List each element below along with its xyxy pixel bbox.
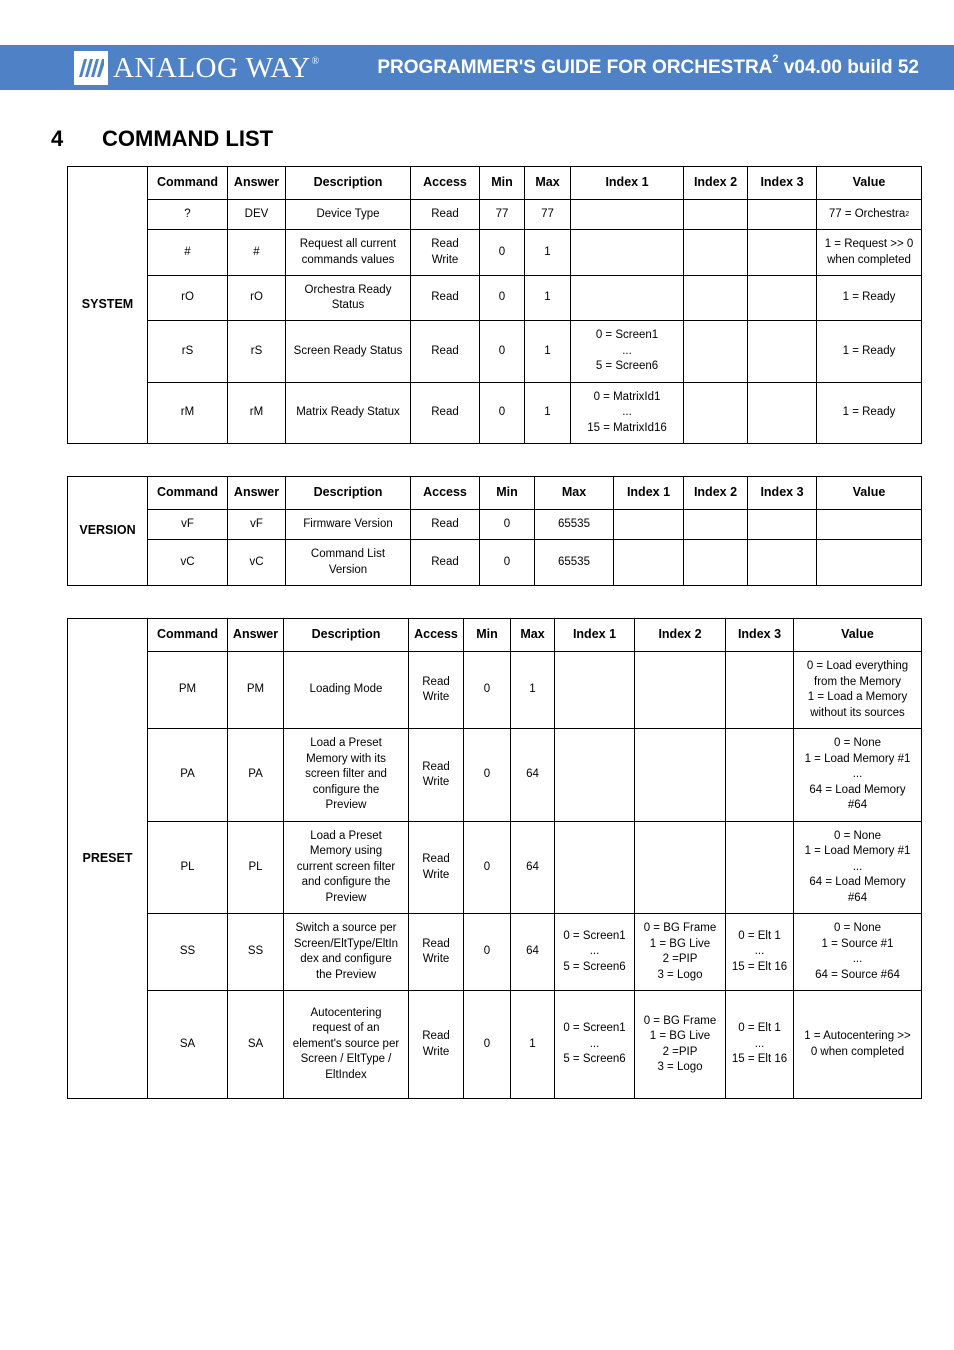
value-cell: 1 = Ready bbox=[817, 383, 922, 444]
access-cell: Read bbox=[411, 540, 480, 586]
command-cell: rS bbox=[148, 321, 228, 383]
index1-cell: 0 = Screen1 ... 5 = Screen6 bbox=[571, 321, 684, 383]
section-number: 4 bbox=[51, 126, 64, 151]
column-header-index1: Index 1 bbox=[555, 619, 635, 652]
index2-cell bbox=[684, 383, 748, 444]
column-header-access: Access bbox=[409, 619, 464, 652]
description-cell: Loading Mode bbox=[284, 652, 409, 729]
index3-cell bbox=[748, 383, 817, 444]
min-cell: 0 bbox=[464, 991, 511, 1099]
table-row bbox=[68, 991, 922, 1099]
max-cell: 64 bbox=[511, 822, 555, 914]
answer-cell: PM bbox=[228, 652, 284, 729]
description-cell: Load a Preset Memory with its screen filter and configure the Preview bbox=[284, 729, 409, 822]
column-header-index1: Index 1 bbox=[614, 477, 684, 510]
column-header-min: Min bbox=[480, 167, 525, 200]
document-title: PROGRAMMER'S GUIDE FOR ORCHESTRA$^2$ v04.00 build 52 bbox=[377, 53, 919, 78]
command-cell: SS bbox=[148, 914, 228, 991]
column-header-command: Command bbox=[148, 167, 228, 200]
column-header-index3: Index 3 bbox=[748, 167, 817, 200]
index3-cell bbox=[748, 276, 817, 321]
analog-way-logo bbox=[74, 51, 320, 85]
logo-wordmark: ANALOG WAY® bbox=[113, 52, 320, 84]
max-cell: 1 bbox=[525, 276, 571, 321]
index2-cell bbox=[635, 729, 726, 822]
max-cell: 64 bbox=[511, 914, 555, 991]
index1-cell: 0 = Screen1 ... 5 = Screen6 bbox=[555, 914, 635, 991]
min-cell: 77 bbox=[480, 200, 525, 230]
min-cell: 0 bbox=[464, 914, 511, 991]
access-cell: Read bbox=[411, 276, 480, 321]
min-cell: 0 bbox=[480, 276, 525, 321]
column-header-index2: Index 2 bbox=[684, 477, 748, 510]
index3-cell bbox=[748, 321, 817, 383]
index1-cell bbox=[555, 729, 635, 822]
table-row bbox=[68, 822, 922, 914]
min-cell: 0 bbox=[464, 822, 511, 914]
index1-cell: 0 = Screen1 ... 5 = Screen6 bbox=[555, 991, 635, 1099]
description-cell: Device Type bbox=[286, 200, 411, 230]
description-cell: Orchestra Ready Status bbox=[286, 276, 411, 321]
table-row bbox=[68, 510, 922, 540]
index3-cell bbox=[748, 510, 817, 540]
command-cell: PA bbox=[148, 729, 228, 822]
access-cell: Read Write bbox=[411, 230, 480, 276]
section-heading bbox=[51, 126, 273, 152]
system-command-table bbox=[67, 166, 922, 444]
value-cell: 1 = Ready bbox=[817, 321, 922, 383]
max-cell: 1 bbox=[511, 652, 555, 729]
min-cell: 0 bbox=[480, 321, 525, 383]
index3-cell bbox=[748, 200, 817, 230]
answer-cell: PL bbox=[228, 822, 284, 914]
column-header-description: Description bbox=[286, 167, 411, 200]
index1-cell bbox=[571, 230, 684, 276]
group-label-system: SYSTEM bbox=[68, 167, 148, 444]
column-header-index2: Index 2 bbox=[635, 619, 726, 652]
column-header-index1: Index 1 bbox=[571, 167, 684, 200]
index3-cell: 0 = Elt 1 ... 15 = Elt 16 bbox=[726, 991, 794, 1099]
table-row bbox=[68, 540, 922, 586]
max-cell: 65535 bbox=[535, 510, 614, 540]
section-title: COMMAND LIST bbox=[102, 126, 274, 151]
min-cell: 0 bbox=[464, 729, 511, 822]
answer-cell: rO bbox=[228, 276, 286, 321]
index1-cell: 0 = MatrixId1 ... 15 = MatrixId16 bbox=[571, 383, 684, 444]
column-header-description: Description bbox=[286, 477, 411, 510]
answer-cell: # bbox=[228, 230, 286, 276]
index3-cell bbox=[726, 822, 794, 914]
description-cell: Load a Preset Memory using current screen filter and configure the Preview bbox=[284, 822, 409, 914]
max-cell: 1 bbox=[525, 321, 571, 383]
value-cell: 1 = Request >> 0 when completed bbox=[817, 230, 922, 276]
index2-cell bbox=[684, 200, 748, 230]
table-row bbox=[68, 321, 922, 383]
command-cell: rM bbox=[148, 383, 228, 444]
index3-cell bbox=[748, 230, 817, 276]
answer-cell: SS bbox=[228, 914, 284, 991]
preset-command-table bbox=[67, 618, 922, 1099]
answer-cell: rM bbox=[228, 383, 286, 444]
table-row bbox=[68, 383, 922, 444]
description-cell: Command List Version bbox=[286, 540, 411, 586]
value-cell: 0 = None 1 = Load Memory #1 ... 64 = Load Memory #64 bbox=[794, 822, 922, 914]
value-cell: 0 = None 1 = Load Memory #1 ... 64 = Load Memory #64 bbox=[794, 729, 922, 822]
answer-cell: vF bbox=[228, 510, 286, 540]
command-cell: vC bbox=[148, 540, 228, 586]
value-cell: 1 = Autocentering >> 0 when completed bbox=[794, 991, 922, 1099]
access-cell: Read bbox=[411, 321, 480, 383]
answer-cell: DEV bbox=[228, 200, 286, 230]
index2-cell bbox=[684, 230, 748, 276]
value-cell: 0 = Load everything from the Memory 1 = Load a Memory without its sources bbox=[794, 652, 922, 729]
index2-cell: 0 = BG Frame 1 = BG Live 2 =PIP 3 = Logo bbox=[635, 914, 726, 991]
column-header-index3: Index 3 bbox=[748, 477, 817, 510]
column-header-description: Description bbox=[284, 619, 409, 652]
page-header bbox=[0, 45, 954, 90]
column-header-answer: Answer bbox=[228, 477, 286, 510]
index2-cell: 0 = BG Frame 1 = BG Live 2 =PIP 3 = Logo bbox=[635, 991, 726, 1099]
version-command-table bbox=[67, 476, 922, 586]
index1-cell bbox=[555, 652, 635, 729]
value-cell: 1 = Ready bbox=[817, 276, 922, 321]
min-cell: 0 bbox=[480, 510, 535, 540]
column-header-command: Command bbox=[148, 619, 228, 652]
column-header-max: Max bbox=[525, 167, 571, 200]
index1-cell bbox=[614, 540, 684, 586]
table-row bbox=[68, 276, 922, 321]
description-cell: Screen Ready Status bbox=[286, 321, 411, 383]
access-cell: Read bbox=[411, 200, 480, 230]
column-header-value: Value bbox=[817, 167, 922, 200]
value-cell: 0 = None 1 = Source #1 ... 64 = Source #64 bbox=[794, 914, 922, 991]
column-header-max: Max bbox=[511, 619, 555, 652]
description-cell: Switch a source per Screen/EltType/EltIn dex and configure the Preview bbox=[284, 914, 409, 991]
column-header-command: Command bbox=[148, 477, 228, 510]
column-header-access: Access bbox=[411, 477, 480, 510]
description-cell: Matrix Ready Statux bbox=[286, 383, 411, 444]
answer-cell: PA bbox=[228, 729, 284, 822]
command-cell: vF bbox=[148, 510, 228, 540]
group-label-preset: PRESET bbox=[68, 619, 148, 1099]
column-header-min: Min bbox=[480, 477, 535, 510]
index2-cell bbox=[684, 510, 748, 540]
column-header-answer: Answer bbox=[228, 619, 284, 652]
index2-cell bbox=[635, 822, 726, 914]
index2-cell bbox=[635, 652, 726, 729]
value-cell bbox=[817, 510, 922, 540]
table-row bbox=[68, 914, 922, 991]
min-cell: 0 bbox=[480, 230, 525, 276]
column-header-index2: Index 2 bbox=[684, 167, 748, 200]
table-row bbox=[68, 729, 922, 822]
min-cell: 0 bbox=[464, 652, 511, 729]
description-cell: Request all current commands values bbox=[286, 230, 411, 276]
command-cell: PL bbox=[148, 822, 228, 914]
index3-cell: 0 = Elt 1 ... 15 = Elt 16 bbox=[726, 914, 794, 991]
index3-cell bbox=[748, 540, 817, 586]
column-header-value: Value bbox=[794, 619, 922, 652]
min-cell: 0 bbox=[480, 383, 525, 444]
access-cell: Read bbox=[411, 383, 480, 444]
access-cell: Read Write bbox=[409, 914, 464, 991]
description-cell: Firmware Version bbox=[286, 510, 411, 540]
column-header-answer: Answer bbox=[228, 167, 286, 200]
max-cell: 64 bbox=[511, 729, 555, 822]
table-row bbox=[68, 230, 922, 276]
column-header-value: Value bbox=[817, 477, 922, 510]
index3-cell bbox=[726, 729, 794, 822]
description-cell: Autocentering request of an element's source per Screen / EltType / EltIndex bbox=[284, 991, 409, 1099]
command-cell: ? bbox=[148, 200, 228, 230]
access-cell: Read Write bbox=[409, 991, 464, 1099]
value-cell: 77 = Orchestra$^2$ bbox=[817, 200, 922, 230]
access-cell: Read Write bbox=[409, 729, 464, 822]
column-header-max: Max bbox=[535, 477, 614, 510]
answer-cell: SA bbox=[228, 991, 284, 1099]
table-row bbox=[68, 652, 922, 729]
index3-cell bbox=[726, 652, 794, 729]
index1-cell bbox=[555, 822, 635, 914]
min-cell: 0 bbox=[480, 540, 535, 586]
column-header-access: Access bbox=[411, 167, 480, 200]
max-cell: 1 bbox=[525, 230, 571, 276]
column-header-min: Min bbox=[464, 619, 511, 652]
max-cell: 65535 bbox=[535, 540, 614, 586]
analog-way-logo-icon bbox=[74, 51, 108, 85]
table-row bbox=[68, 200, 922, 230]
index1-cell bbox=[571, 276, 684, 321]
index1-cell bbox=[614, 510, 684, 540]
max-cell: 77 bbox=[525, 200, 571, 230]
command-cell: rO bbox=[148, 276, 228, 321]
index2-cell bbox=[684, 540, 748, 586]
index1-cell bbox=[571, 200, 684, 230]
access-cell: Read Write bbox=[409, 822, 464, 914]
command-cell: PM bbox=[148, 652, 228, 729]
access-cell: Read Write bbox=[409, 652, 464, 729]
index2-cell bbox=[684, 321, 748, 383]
access-cell: Read bbox=[411, 510, 480, 540]
answer-cell: rS bbox=[228, 321, 286, 383]
max-cell: 1 bbox=[525, 383, 571, 444]
command-cell: SA bbox=[148, 991, 228, 1099]
value-cell bbox=[817, 540, 922, 586]
group-label-version: VERSION bbox=[68, 477, 148, 586]
command-cell: # bbox=[148, 230, 228, 276]
index2-cell bbox=[684, 276, 748, 321]
answer-cell: vC bbox=[228, 540, 286, 586]
column-header-index3: Index 3 bbox=[726, 619, 794, 652]
max-cell: 1 bbox=[511, 991, 555, 1099]
